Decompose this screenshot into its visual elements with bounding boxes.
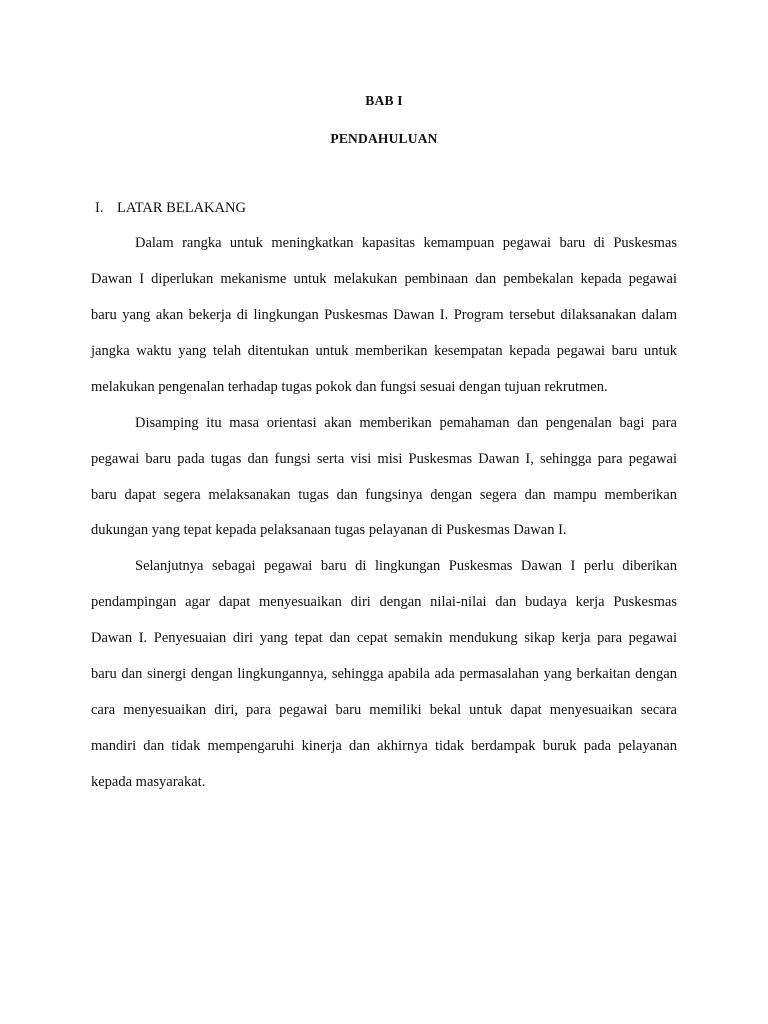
paragraph-line: Selanjutnya sebagai pegawai baru di lingkungan Puskesmas Dawan I perlu diberikan — [135, 558, 677, 574]
paragraph-line: Disamping itu masa orientasi akan memberikan pemahaman dan pengenalan bagi para — [135, 415, 677, 431]
paragraph-line: mandiri dan tidak mempengaruhi kinerja dan akhirnya tidak berdampak buruk pada pelayanan — [91, 738, 677, 754]
paragraph-line: cara menyesuaikan diri, para pegawai baru memiliki bekal untuk dapat menyesuaikan secara — [91, 702, 677, 718]
paragraph-line: kepada masyarakat. — [91, 774, 206, 790]
section-heading — [95, 200, 246, 217]
paragraph-line: dukungan yang tepat kepada pelaksanaan tugas pelayanan di Puskesmas Dawan I. — [91, 522, 567, 538]
paragraph-line: Dawan I diperlukan mekanisme untuk melakukan pembinaan dan pembekalan kepada pegawai — [91, 271, 677, 287]
paragraph-line: jangka waktu yang telah ditentukan untuk memberikan kesempatan kepada pegawai baru untuk — [91, 343, 677, 359]
paragraph-line: baru yang akan bekerja di lingkungan Puskesmas Dawan I. Program tersebut dilaksanakan dalam — [91, 307, 677, 323]
chapter-title: BAB I — [365, 93, 403, 108]
paragraph-line: Dawan I. Penyesuaian diri yang tepat dan cepat semakin mendukung sikap kerja para pegawai — [91, 630, 677, 646]
chapter-subtitle: PENDAHULUAN — [330, 131, 438, 146]
section-number: I. — [95, 200, 104, 216]
section-title: LATAR BELAKANG — [117, 200, 246, 216]
paragraph-line: Dalam rangka untuk meningkatkan kapasitas kemampuan pegawai baru di Puskesmas — [135, 235, 677, 251]
paragraph-line: baru dapat segera melaksanakan tugas dan fungsinya dengan segera dan mampu memberikan — [91, 487, 677, 503]
paragraph-line: baru dan sinergi dengan lingkungannya, sehingga apabila ada permasalahan yang berkaitan dengan — [91, 666, 677, 682]
paragraph-line: melakukan pengenalan terhadap tugas pokok dan fungsi sesuai dengan tujuan rekrutmen. — [91, 379, 608, 395]
paragraph-line: pendampingan agar dapat menyesuaikan diri dengan nilai-nilai dan budaya kerja Puskesmas — [91, 594, 677, 610]
paragraph-line: pegawai baru pada tugas dan fungsi serta visi misi Puskesmas Dawan I, sehingga para pegawai — [91, 451, 677, 467]
